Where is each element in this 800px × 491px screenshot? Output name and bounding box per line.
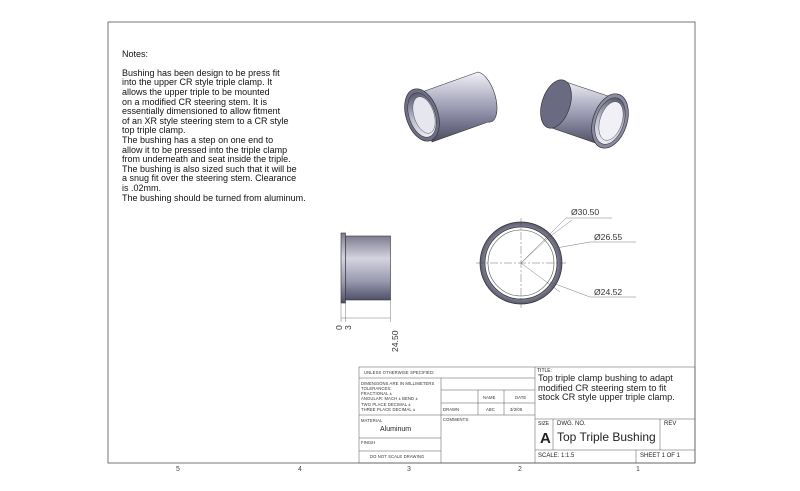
zone-1: 1 [636, 466, 640, 473]
zone-2: 2 [518, 466, 522, 473]
scale-value: SCALE: 1:1.5 [538, 453, 575, 459]
dims-note: DIMENSIONS ARE IN MILLIMETERS [361, 381, 435, 386]
material-value: Aluminum [380, 426, 412, 433]
drawn-date: 3/3/08 [510, 407, 523, 412]
iso-view-left [398, 72, 497, 146]
rev-label: REV [664, 421, 677, 427]
material-label: MATERIAL [361, 418, 383, 423]
finish-label: FINISH [361, 440, 376, 445]
dim-length: 24.50 [390, 330, 400, 352]
tolerances-note: TOLERANCES: [361, 386, 392, 391]
dim-mid-dia: Ø26.55 [594, 232, 623, 242]
dim-flange-3: 3 [343, 325, 353, 330]
zone-3: 3 [407, 466, 411, 473]
three-place-note: THREE PLACE DECIMAL ± [361, 407, 416, 412]
notes-body: Bushing has been design to be press fit into the upper CR style triple clamp. It allows the upper triple to be mounted on a modified CR steering stem. It is essentially dimensioned to allow fitment of an XR style steering stem to a CR style top triple clamp. The bushing has a step on one end to allow it to be pressed into the triple clamp from underneath and seat inside the triple. The bushing is also sized such that it will be a snug fit over the steering stem. Clearance is .02mm. The bushing should be turned from aluminum. [122, 67, 306, 203]
iso-view-right [535, 76, 635, 153]
do-not-scale-note: DO NOT SCALE DRAWING [370, 454, 425, 459]
date-header: DATE [515, 395, 527, 400]
drawn-name: ABC [486, 407, 495, 412]
unless-specified: UNLESS OTHERWISE SPECIFIED: [364, 370, 435, 375]
dim-outer-dia: Ø30.50 [571, 207, 600, 217]
zone-4: 4 [298, 466, 302, 473]
size-label: SIZE [538, 421, 550, 427]
zone-5: 5 [176, 466, 180, 473]
sheet-value: SHEET 1 OF 1 [640, 453, 680, 459]
name-header: NAME [483, 395, 496, 400]
side-view [341, 233, 391, 322]
dim-inner-dia: Ø24.52 [594, 287, 623, 297]
two-place-note: TWO PLACE DECIMAL ± [361, 402, 411, 407]
angular-note: ANGULAR: MACH ± BEND ± [361, 396, 418, 401]
notes-heading: Notes: [122, 48, 149, 59]
size-value: A [540, 430, 551, 447]
comments-label: COMMENTS: [443, 417, 470, 422]
dwg-no-value: Top Triple Bushing [557, 430, 656, 444]
dim-flange-0: 0 [334, 325, 344, 330]
drawn-label: DRAWN [443, 407, 460, 412]
fractional-note: FRACTIONAL ± [361, 391, 393, 396]
title-label: TITLE: [537, 368, 553, 374]
dwg-no-label: DWG. NO. [557, 421, 586, 427]
drawing-title: Top triple clamp bushing to adapt modified CR steering stem to fit stock CR style upper triple clamp. [538, 373, 675, 403]
